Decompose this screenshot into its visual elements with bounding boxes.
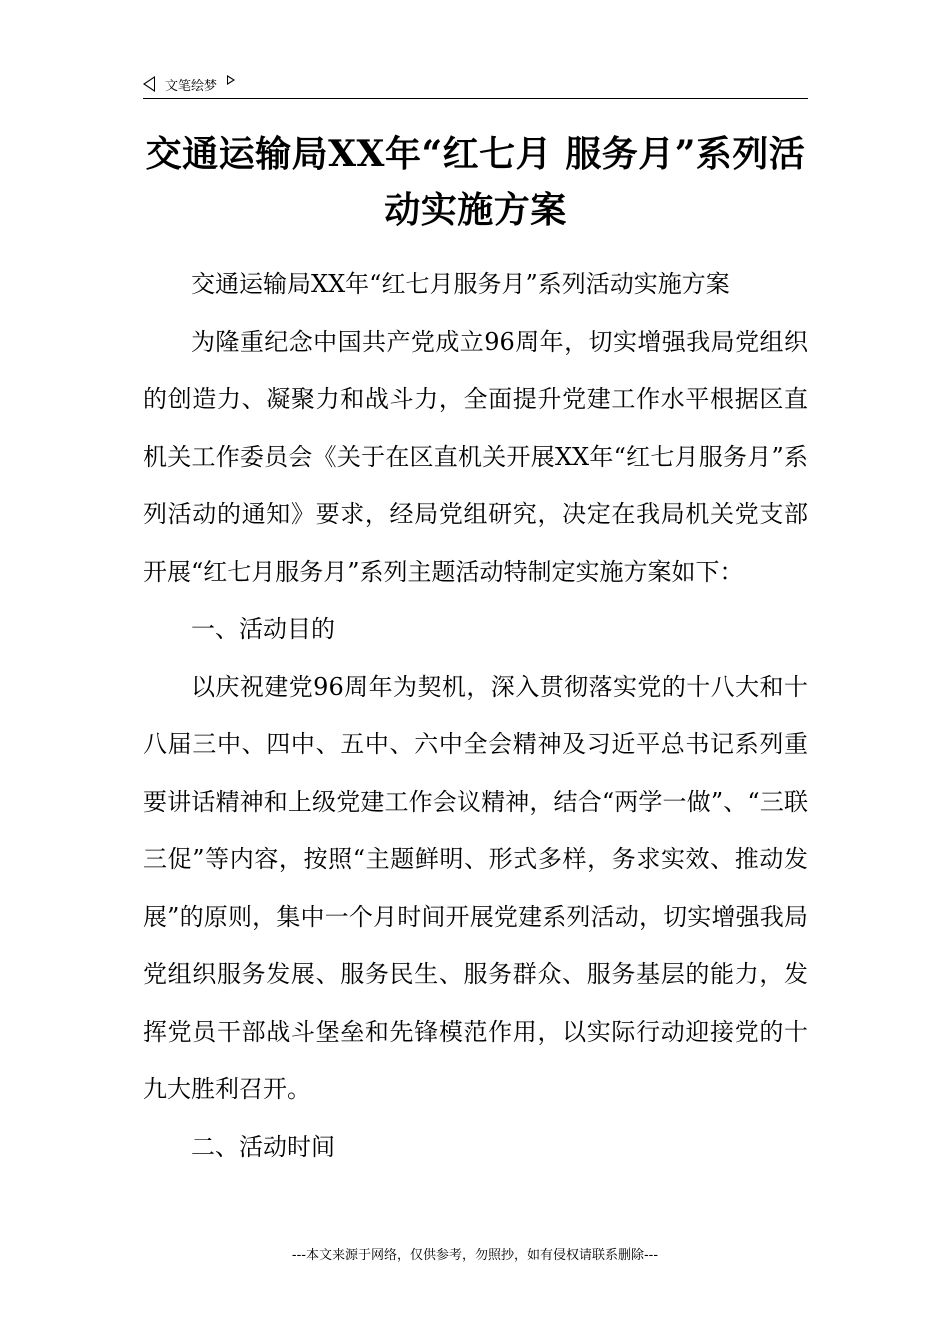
- paragraph-purpose: 以庆祝建党96周年为契机，深入贯彻落实党的十八大和十八届三中、四中、五中、六中全会精神及习近平总书记系列重要讲话精神和上级党建工作会议精神，结合“两学一做”、“三联三促”等内容，按照“主题鲜明、形式多样，务求实效、推动发展”的原则，集中一个月时间开展党建系列活动，切实增强我局党组织服务发展、服务民生、服务群众、服务基层的能力，发挥党员干部战斗堡垒和先锋模范作用，以实际行动迎接党的十九大胜利召开。: [143, 672, 808, 1103]
- document-title: 交通运输局XX年“红七月 服务月”系列活动实施方案: [145, 133, 806, 231]
- page-header: [143, 72, 235, 96]
- triangle-left-icon: [143, 76, 155, 92]
- header-divider: [143, 98, 808, 99]
- document-body: [143, 256, 808, 1176]
- paragraph-subtitle: 交通运输局XX年“红七月服务月”系列活动实施方案: [191, 270, 730, 298]
- paragraph-intro: 为隆重纪念中国共产党成立96周年，切实增强我局党组织的创造力、凝聚力和战斗力，全面提升党建工作水平根据区直机关工作委员会《关于在区直机关开展XX年“红七月服务月”系列活动的通知》要求，经局党组研究，决定在我局机关党支部开展“红七月服务月”系列主题活动特制定实施方案如下：: [143, 327, 808, 586]
- page-footer: ---本文来源于网络，仅供参考，勿照抄，如有侵权请联系删除---: [291, 1248, 659, 1263]
- triangle-right-icon: [227, 75, 235, 85]
- section-heading-time: 二、活动时间: [191, 1132, 335, 1161]
- header-label: 文笔绘梦: [165, 78, 218, 94]
- section-heading-purpose: 一、活动目的: [191, 615, 335, 643]
